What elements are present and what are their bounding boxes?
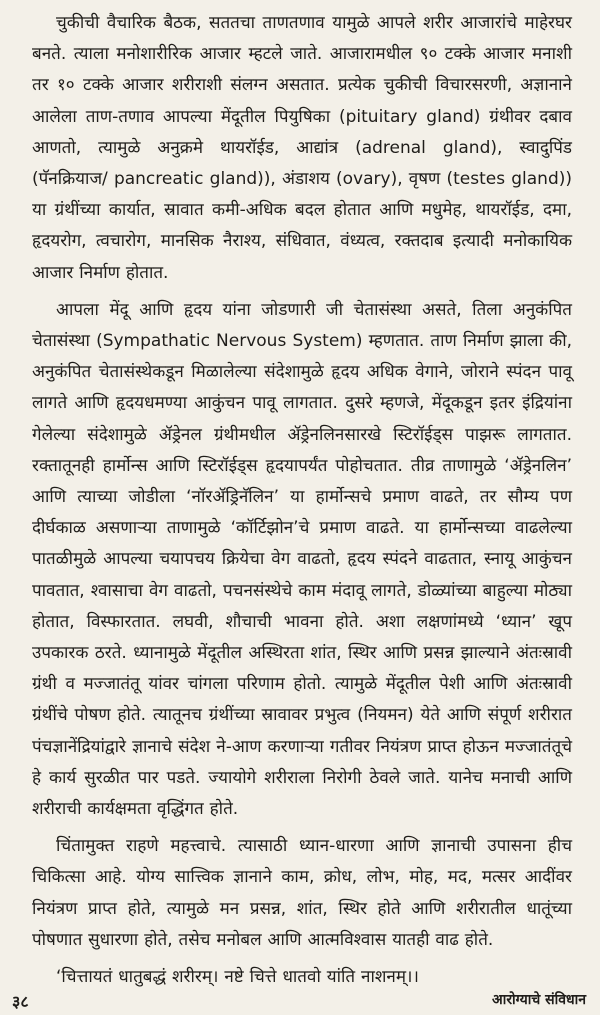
- running-title: आरोग्याचे संविधान: [492, 992, 586, 1008]
- document-page: [32, 8, 572, 988]
- page-number: ३८: [12, 992, 29, 1011]
- paragraph-3: चिंतामुक्त राहणे महत्त्वाचे. त्यासाठी ध्यान-धारणा आणि ज्ञानाची उपासना हीच चिकित्सा आहे. योग्य सात्त्विक ज्ञानाने काम, क्रोध, लोभ, मोह, मद, मत्सर आदींवर नियंत्रण प्राप्त होते, त्यामुळे मन प्रसन्न, शांत, स्थिर होते आणि शरीरातील धातूंच्या पोषणात सुधारणा होते, तसेच मनोबल आणि आत्मविश्वास यातही वाढ होते.: [32, 836, 572, 950]
- paragraph-1: चुकीची वैचारिक बैठक, सततचा ताणतणाव यामुळे आपले शरीर आजारांचे माहेरघर बनते. त्याला मनोशारीरिक आजार म्हटले जाते. आजारामधील ९० टक्के आजार मनाशी तर १० टक्के आजार शरीराशी संलग्न असतात. प्रत्येक चुकीची विचारसरणी, अज्ञानाने आलेला ताण-तणाव आपल्या मेंदूतील पियुषिका (pituitary gland) ग्रंथीवर दबाव आणतो, त्यामुळे अनुक्रमे थायरॉईड, आद्यांत्र (adrenal gland), स्वादुपिंड (पॅनक्रियाज/ pancreatic gland)), अंडाशय (ovary), वृषण (testes gland)) या ग्रंथींच्या कार्यात, स्रावात कमी-अधिक बदल होतात आणि मधुमेह, थायरॉईड, दमा, हृदयरोग, त्वचारोग, मानसिक नैराश्य, संधिवात, वंध्यत्व, रक्तदाब इत्यादी मनोकायिक आजार निर्माण होतात.: [32, 13, 572, 283]
- paragraph-2: आपला मेंदू आणि हृदय यांना जोडणारी जी चेतासंस्था असते, तिला अनुकंपित चेतासंस्था (Sympathatic Nervous System) म्हणतात. ताण निर्माण झाला की, अनुकंपित चेतासंस्थेकडून मिळालेल्या संदेशामुळे हृदय अधिक वेगाने, जोराने स्पंदन पावू लागते आणि हृदयधमण्या आकुंचन पावू लागतात. दुसरे म्हणजे, मेंदूकडून इतर इंद्रियांना गेलेल्या संदेशामुळे ॲड्रेनल ग्रंथीमधील ॲड्रेनलिनसारखे स्टिरॉईड्स पाझरू लागतात. रक्तातूनही हार्मोन्स आणि स्टिरॉईड्स हृदयापर्यंत पोहोचतात. तीव्र ताणामुळे ‘ॲड्रेनलिन’ आणि त्याच्या जोडीला ‘नॉरॲड्रिनॅलिन’ या हार्मोन्सचे प्रमाण वाढते, तर सौम्य पण दीर्घकाळ असणाऱ्या ताणामुळे ‘कॉर्टिझोन’चे प्रमाण वाढते. या हार्मोन्सच्या वाढलेल्या पातळीमुळे आपल्या चयापचय क्रियेचा वेग वाढतो, हृदय स्पंदने वाढतात, स्नायू आकुंचन पावतात, श्वासाचा वेग वाढतो, पचनसंस्थेचे काम मंदावू लागते, डोळ्यांच्या बाहुल्या मोठ्या होतात, विस्फारतात. लघवी, शौचाची भावना होते. अशा लक्षणांमध्ये ‘ध्यान’ खूप उपकारक ठरते. ध्यानामुळे मेंदूतील अस्थिरता शांत, स्थिर आणि प्रसन्न झाल्याने अंतःस्रावी ग्रंथी व मज्जातंतू यांवर चांगला परिणाम होतो. त्यामुळे मेंदूतील पेशी आणि अंतःस्रावी ग्रंथींचे पोषण होते. त्यातूनच ग्रंथींच्या स्रावावर प्रभुत्व (नियमन) येते आणि संपूर्ण शरीरात पंचज्ञानेंद्रियांद्वारे ज्ञानाचे संदेश ने-आण करणाऱ्या गतीवर नियंत्रण प्राप्त होऊन मज्जातंतूचे हे कार्य सुरळीत पार पडते. ज्यायोगे शरीराला निरोगी ठेवले जाते. यानेच मनाची आणि शरीराची कार्यक्षमता वृद्धिंगत होते.: [32, 299, 572, 820]
- page-footer: [0, 962, 600, 1011]
- sanskrit-verse: ‘चित्तायतं धातुबद्धं शरीरम्‌। नष्टे चित्ते धातवो यांति नाशनम्‌।।: [56, 967, 419, 988]
